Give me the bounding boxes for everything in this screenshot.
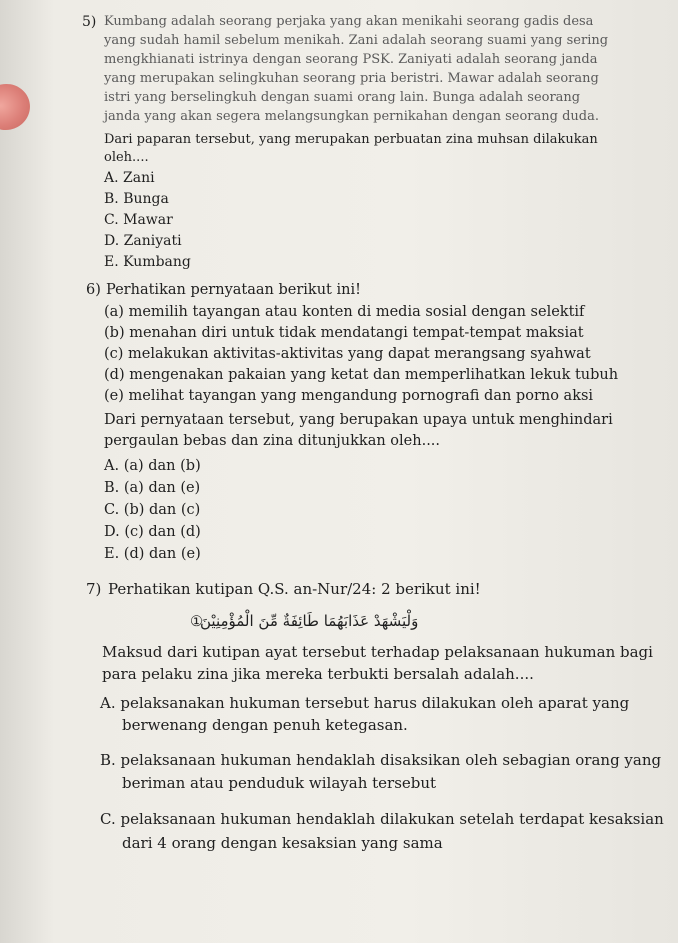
arabic-verse: وَلْيَشْهَدْ عَذَابَهُمَا طَائِفَةٌ مِّنَ الْمُؤْمِنِيْنَ bbox=[200, 612, 419, 630]
answer-option-continuation: beriman atau penduduk wilayah tersebut bbox=[122, 774, 437, 792]
question-text-line: mengkhianati istrinya dengan seorang PSK. Zaniyati adalah seorang janda bbox=[104, 52, 598, 67]
question-text-line: Dari paparan tersebut, yang merupakan perbuatan zina muhsan dilakukan bbox=[104, 132, 598, 147]
statement-item: (b) menahan diri untuk tidak mendatangi tempat-tempat maksiat bbox=[104, 325, 584, 341]
answer-option[interactable]: E. Kumbang bbox=[104, 254, 191, 270]
statement-item: (e) melihat tayangan yang mengandung pornografi dan porno aksi bbox=[104, 388, 594, 404]
answer-option[interactable]: C. (b) dan (c) bbox=[104, 502, 201, 518]
statement-item: (a) memilih tayangan atau konten di media sosial dengan selektif bbox=[104, 304, 585, 320]
question-number: 6) bbox=[86, 282, 101, 298]
answer-option[interactable]: B. pelaksanaan hukuman hendaklah disaksikan oleh sebagian orang yang bbox=[100, 751, 662, 769]
answer-option[interactable]: A. pelaksanakan hukuman tersebut harus dilakukan oleh aparat yang bbox=[100, 694, 630, 712]
question-number: 5) bbox=[82, 14, 97, 30]
finger-photo bbox=[0, 80, 34, 135]
answer-option[interactable]: D. (c) dan (d) bbox=[104, 524, 201, 540]
question-intro: Perhatikan pernyataan berikut ini! bbox=[106, 282, 361, 298]
answer-option[interactable]: C. Mawar bbox=[104, 212, 173, 228]
statement-item: (c) melakukan aktivitas-aktivitas yang dapat merangsang syahwat bbox=[104, 346, 591, 362]
question-text-line: yang sudah hamil sebelum menikah. Zani adalah seorang suami yang sering bbox=[104, 33, 609, 48]
question-text-line: Kumbang adalah seorang perjaka yang akan menikahi seorang gadis desa bbox=[104, 14, 594, 29]
question-text-line: para pelaku zina jika mereka terbukti bersalah adalah.... bbox=[102, 665, 534, 683]
question-intro: Perhatikan kutipan Q.S. an-Nur/24: 2 berikut ini! bbox=[108, 580, 481, 598]
question-text-line: yang merupakan selingkuhan seorang pria beristri. Mawar adalah seorang bbox=[104, 71, 599, 86]
question-text-line: janda yang akan segera melangsungkan pernikahan dengan seorang duda. bbox=[104, 109, 599, 124]
question-text-line: istri yang berselingkuh dengan suami orang lain. Bunga adalah seorang bbox=[104, 90, 581, 105]
answer-option[interactable]: B. (a) dan (e) bbox=[104, 480, 201, 496]
answer-option-continuation: dari 4 orang dengan kesaksian yang sama bbox=[122, 834, 443, 852]
answer-option[interactable]: A. (a) dan (b) bbox=[104, 458, 201, 474]
answer-option[interactable]: E. (d) dan (e) bbox=[104, 546, 201, 562]
question-text-line: Dari pernyataan tersebut, yang berupakan upaya untuk menghindari bbox=[104, 412, 613, 428]
question-number: 7) bbox=[86, 580, 102, 598]
verse-marker: ① bbox=[190, 614, 203, 630]
answer-option[interactable]: A. Zani bbox=[104, 170, 155, 186]
answer-option[interactable]: D. Zaniyati bbox=[104, 233, 182, 249]
question-text-line: Maksud dari kutipan ayat tersebut terhadap pelaksanaan hukuman bagi bbox=[102, 643, 653, 661]
answer-option[interactable]: B. Bunga bbox=[104, 191, 169, 207]
answer-option-continuation: berwenang dengan penuh ketegasan. bbox=[122, 716, 408, 734]
question-text-line: pergaulan bebas dan zina ditunjukkan oleh.... bbox=[104, 433, 441, 449]
answer-option[interactable]: C. pelaksanaan hukuman hendaklah dilakukan setelah terdapat kesaksian bbox=[100, 810, 664, 828]
question-text-line: oleh.... bbox=[104, 150, 149, 165]
statement-item: (d) mengenakan pakaian yang ketat dan memperlihatkan lekuk tubuh bbox=[104, 367, 619, 383]
